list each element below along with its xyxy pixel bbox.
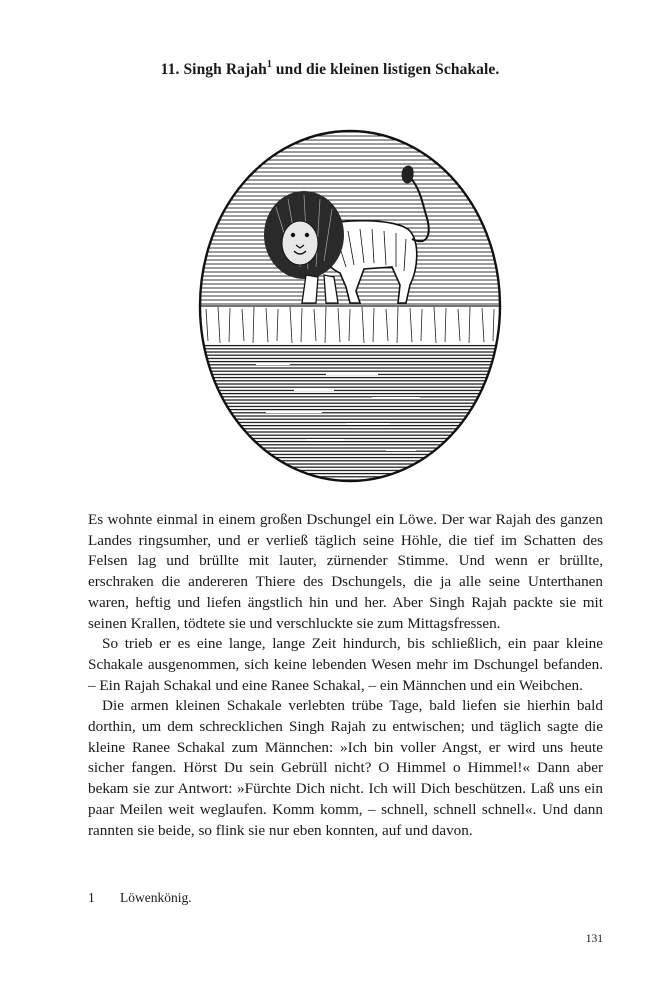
chapter-title-start: Singh Rajah (183, 61, 267, 79)
page-number: 131 (585, 933, 603, 945)
water-hatching (196, 344, 504, 485)
footnote-text: Löwenkönig. (120, 890, 192, 905)
footnote (88, 890, 192, 906)
chapter-title (0, 60, 660, 79)
lion-illustration (196, 127, 504, 485)
footnote-number: 1 (88, 890, 95, 905)
chapter-number: 11. (160, 61, 180, 79)
chapter-title-end: und die kleinen listigen Schakale. (275, 61, 500, 79)
paragraph-3: Die armen kleinen Schakale verlebten trübe Tage, bald liefen sie hierhin bald dorthin, um dem schrecklichen Singh Rajah zu entwischen; und täglich sagte die kleine Ranee Schakal zum Männchen: »Ich bin voller Angst, er wird uns heute sicher fangen. Hörst Du sein Gebrüll nicht? O Himmel o Himmel!« Dann aber bekam sie zur Antwort: »Fürchte Dich nicht. Ich will Dich beschützen. Laß uns ein paar Meilen weit weglaufen. Komm komm, – schnell, schnell schnell«. Und dann rannten sie beide, so flink sie nur eben konnten, auf und davon. (88, 697, 603, 839)
paragraph-2: So trieb er es eine lange, lange Zeit hindurch, bis schließlich, ein paar kleine Schakale ausgenommen, sich keine lebenden Wesen mehr im Dschungel befanden. – Ein Rajah Schakal und eine Ranee Schakal, – ein Männchen und ein Weibchen. (88, 635, 603, 694)
story-text (88, 510, 603, 841)
footnote-marker[interactable]: 1 (266, 59, 272, 70)
paragraph-1: Es wohnte einmal in einem großen Dschungel ein Löwe. Der war Rajah des ganzen Landes ringsumher, und er verließ täglich seine Höhle, die tief im Schatten des Felsen lag und brüllte mit lauter, zürnender Stimme. Und wenn er brüllte, erschraken die andereren Thiere des Dschungels, die ja alle seine Unterthanen waren, heftig und liefen ängstlich hin und her. Aber Singh Rajah packte sie mit seinen Krallen, tödtete sie und verschluckte sie zum Mittagsfressen. (88, 511, 603, 632)
